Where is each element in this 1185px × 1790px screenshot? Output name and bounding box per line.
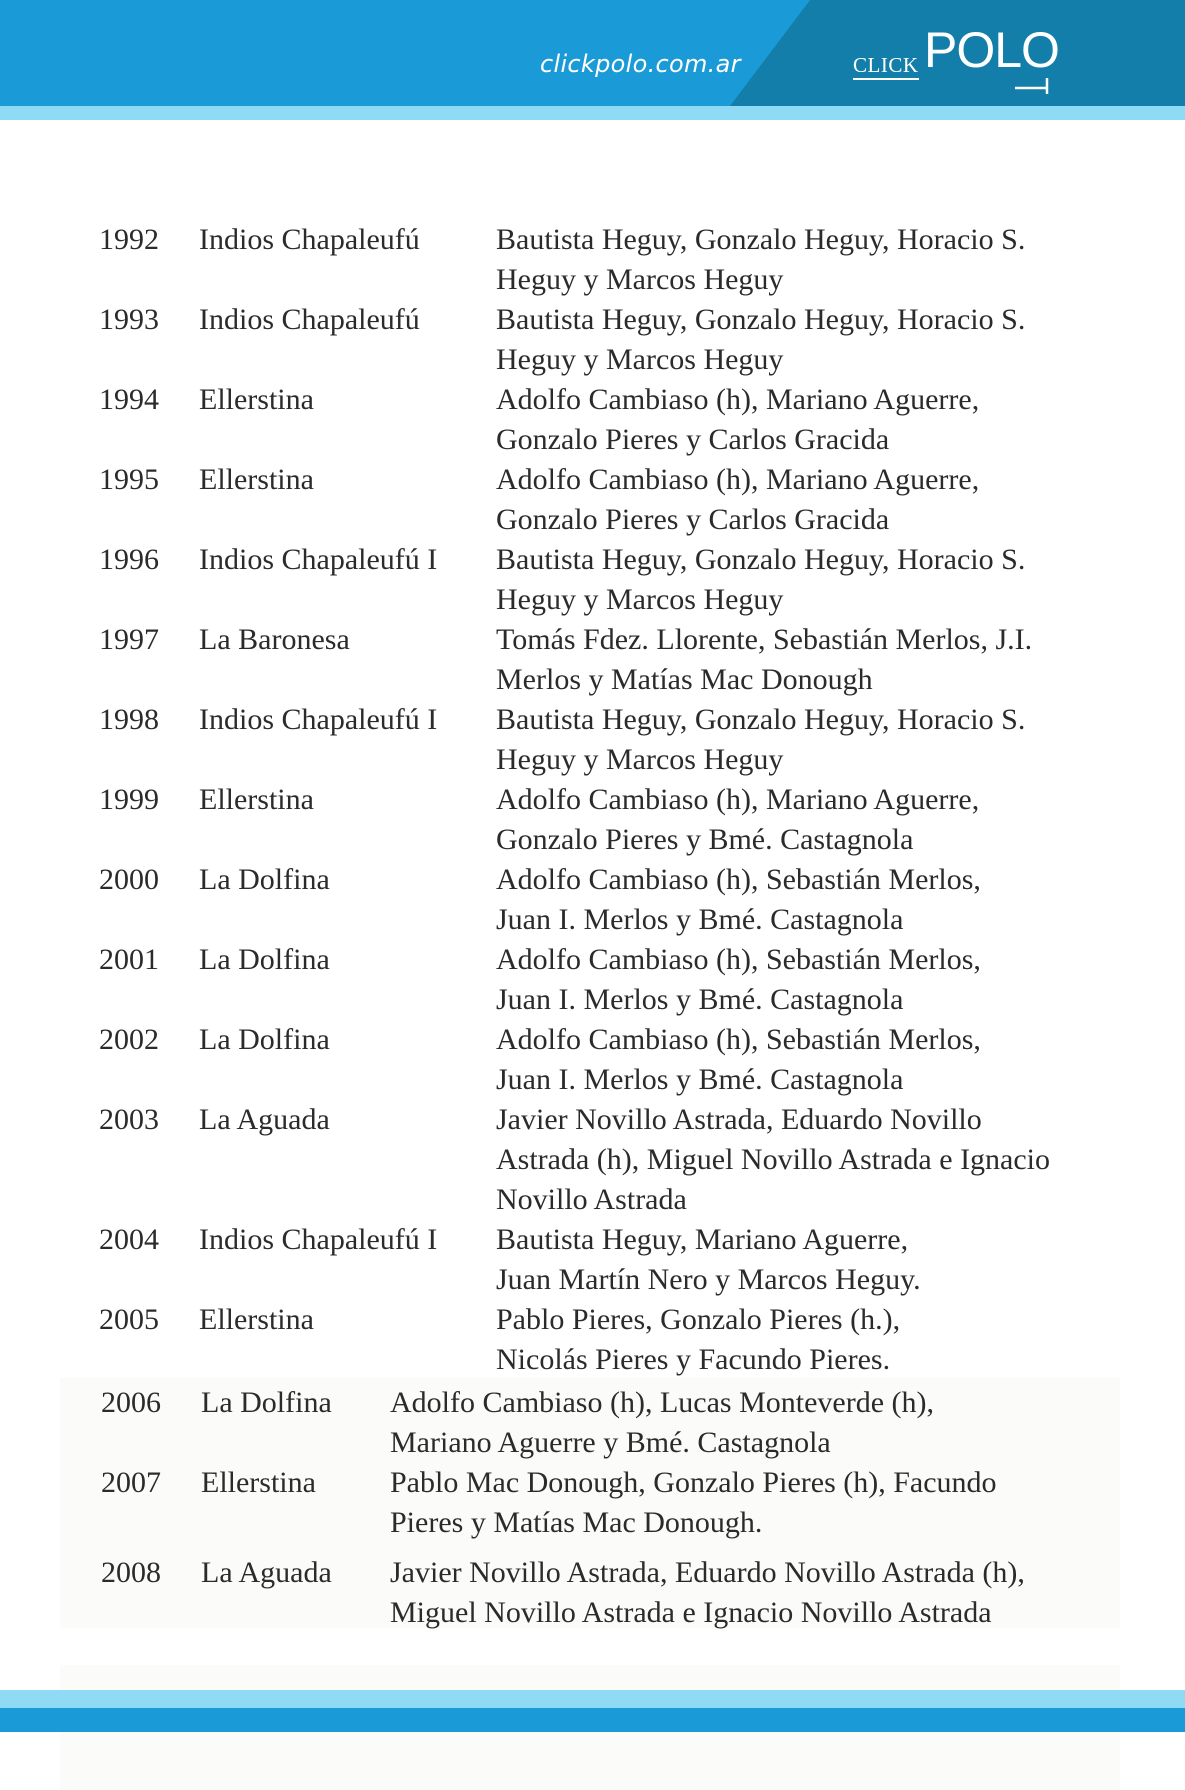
year: 2001: [99, 943, 159, 976]
year: 2003: [99, 1103, 159, 1136]
players: [496, 1020, 1136, 1100]
players: [496, 1220, 1136, 1300]
clickpolo-logo[interactable]: [853, 20, 1063, 92]
team-name: Indios Chapaleufú I: [199, 703, 438, 736]
polo-mallet-icon: [1013, 54, 1053, 94]
team-name: La Dolfina: [199, 1023, 330, 1056]
players: [496, 1300, 1136, 1380]
players-line: Pablo Pieres, Gonzalo Pieres (h.),: [496, 1303, 901, 1336]
year: 1994: [99, 383, 159, 416]
team-name: Indios Chapaleufú I: [199, 543, 438, 576]
players: [496, 1100, 1136, 1220]
players-line: Pablo Mac Donough, Gonzalo Pieres (h), Facundo: [390, 1466, 997, 1499]
year: 2002: [99, 1023, 159, 1056]
players-line: Javier Novillo Astrada, Eduardo Novillo Astrada (h),: [390, 1556, 1025, 1589]
players: [390, 1553, 1110, 1633]
site-url[interactable]: clickpolo.com.ar: [540, 50, 741, 78]
players-line: Adolfo Cambiaso (h), Sebastián Merlos,: [496, 943, 981, 976]
players: [496, 300, 1136, 380]
team-name: Ellerstina: [199, 1303, 314, 1336]
team-name: Ellerstina: [201, 1466, 316, 1499]
players-line: Nicolás Pieres y Facundo Pieres.: [496, 1343, 891, 1376]
players-line: Tomás Fdez. Llorente, Sebastián Merlos, J.I.: [496, 623, 1033, 656]
logo-click-text: CLICK: [853, 54, 919, 80]
players-line: Bautista Heguy, Mariano Aguerre,: [496, 1223, 909, 1256]
players-line: Adolfo Cambiaso (h), Mariano Aguerre,: [496, 463, 980, 496]
team-name: Ellerstina: [199, 783, 314, 816]
team-name: La Dolfina: [201, 1386, 332, 1419]
year: 1997: [99, 623, 159, 656]
players-line: Juan I. Merlos y Bmé. Castagnola: [496, 983, 904, 1016]
players: [390, 1383, 1110, 1463]
team-name: La Aguada: [201, 1556, 332, 1589]
players-line: Juan Martín Nero y Marcos Heguy.: [496, 1263, 921, 1296]
players-line: Adolfo Cambiaso (h), Sebastián Merlos,: [496, 1023, 981, 1056]
players-line: Astrada (h), Miguel Novillo Astrada e Ignacio: [496, 1143, 1051, 1176]
players-line: Bautista Heguy, Gonzalo Heguy, Horacio S.: [496, 543, 1026, 576]
year: 2005: [99, 1303, 159, 1336]
players-line: Miguel Novillo Astrada e Ignacio Novillo Astrada: [390, 1596, 992, 1629]
players-line: Heguy y Marcos Heguy: [496, 583, 784, 616]
year: 1998: [99, 703, 159, 736]
footer-band: [0, 1708, 1185, 1732]
players: [496, 780, 1136, 860]
players-line: Adolfo Cambiaso (h), Mariano Aguerre,: [496, 783, 980, 816]
team-name: Indios Chapaleufú: [199, 303, 420, 336]
players-line: Bautista Heguy, Gonzalo Heguy, Horacio S.: [496, 223, 1026, 256]
players-line: Juan I. Merlos y Bmé. Castagnola: [496, 903, 904, 936]
team-name: La Aguada: [199, 1103, 330, 1136]
players: [496, 540, 1136, 620]
players-line: Gonzalo Pieres y Carlos Gracida: [496, 503, 890, 536]
players: [496, 380, 1136, 460]
players: [496, 220, 1136, 300]
players-line: Bautista Heguy, Gonzalo Heguy, Horacio S.: [496, 303, 1026, 336]
year: 2008: [101, 1556, 161, 1589]
year: 2006: [101, 1386, 161, 1419]
team-name: Indios Chapaleufú I: [199, 1223, 438, 1256]
players-line: Heguy y Marcos Heguy: [496, 343, 784, 376]
players: [390, 1463, 1110, 1543]
players: [496, 860, 1136, 940]
players-line: Gonzalo Pieres y Carlos Gracida: [496, 423, 890, 456]
players-line: Adolfo Cambiaso (h), Mariano Aguerre,: [496, 383, 980, 416]
players-line: Juan I. Merlos y Bmé. Castagnola: [496, 1063, 904, 1096]
year: 1999: [99, 783, 159, 816]
year: 2004: [99, 1223, 159, 1256]
winners-list: [0, 120, 1185, 1690]
team-name: La Baronesa: [199, 623, 350, 656]
players-line: Adolfo Cambiaso (h), Lucas Monteverde (h),: [390, 1386, 935, 1419]
players-line: Novillo Astrada: [496, 1183, 687, 1216]
players-line: Heguy y Marcos Heguy: [496, 263, 784, 296]
team-name: La Dolfina: [199, 943, 330, 976]
players-line: Heguy y Marcos Heguy: [496, 743, 784, 776]
players: [496, 940, 1136, 1020]
players-line: Gonzalo Pieres y Bmé. Castagnola: [496, 823, 914, 856]
team-name: Indios Chapaleufú: [199, 223, 420, 256]
header-accent-strip: [0, 106, 1185, 120]
players: [496, 620, 1136, 700]
players-line: Pieres y Matías Mac Donough.: [390, 1506, 763, 1539]
year: 1992: [99, 223, 159, 256]
page-header: [0, 0, 1185, 120]
team-name: Ellerstina: [199, 463, 314, 496]
players-line: Mariano Aguerre y Bmé. Castagnola: [390, 1426, 831, 1459]
players: [496, 700, 1136, 780]
players-line: Merlos y Matías Mac Donough: [496, 663, 873, 696]
players: [496, 460, 1136, 540]
team-name: La Dolfina: [199, 863, 330, 896]
year: 1993: [99, 303, 159, 336]
year: 2000: [99, 863, 159, 896]
players-line: Bautista Heguy, Gonzalo Heguy, Horacio S.: [496, 703, 1026, 736]
players-line: Javier Novillo Astrada, Eduardo Novillo: [496, 1103, 982, 1136]
year: 1996: [99, 543, 159, 576]
players-line: Adolfo Cambiaso (h), Sebastián Merlos,: [496, 863, 981, 896]
team-name: Ellerstina: [199, 383, 314, 416]
year: 2007: [101, 1466, 161, 1499]
year: 1995: [99, 463, 159, 496]
footer-accent-strip: [0, 1690, 1185, 1708]
logo-polo-text: POLO: [924, 22, 1059, 78]
